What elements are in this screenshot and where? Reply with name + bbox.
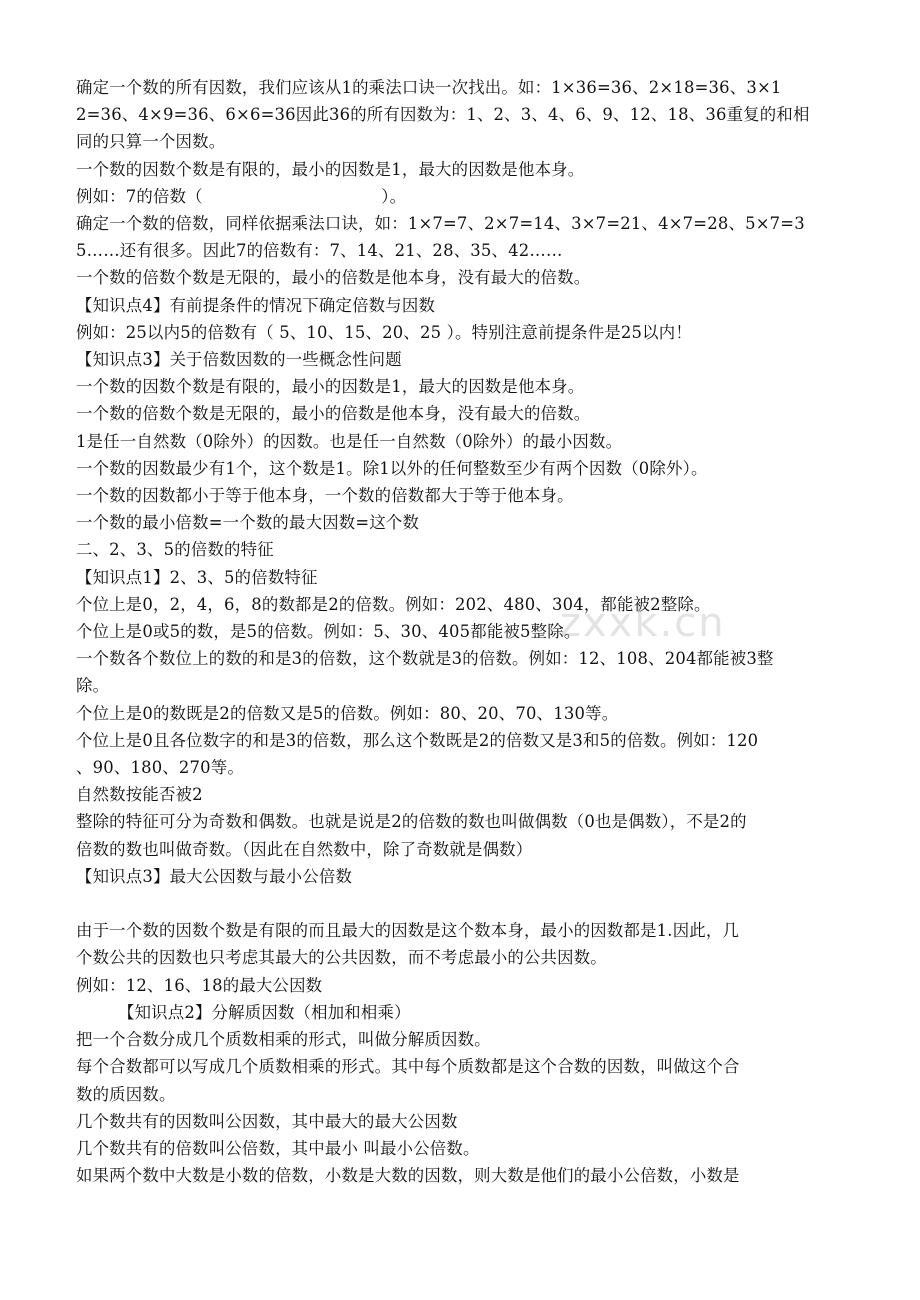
text-line: 倍数的数也叫做奇数。（因此在自然数中，除了奇数就是偶数） [76,839,533,859]
section-heading: 【知识点4】有前提条件的情况下确定倍数与因数 [76,295,436,315]
text-line: 、90、180、270等。 [76,758,244,778]
chapter-heading: 二、2、3、5的倍数的特征 [76,540,274,560]
text-line: 1是任一自然数（0除外）的因数。也是任一自然数（0除外）的最小因数。 [76,431,623,451]
text-line: 把一个合数分成几个质数相乘的形式，叫做分解质因数。 [76,1030,491,1050]
text-line: 除。 [76,676,110,696]
text-line: 由于一个数的因数个数是有限的而且最大的因数是这个数本身，最小的因数都是1.因此，几 [76,921,740,941]
text-line: 一个数的因数最少有1个，这个数是1。除1以外的任何整数至少有两个因数（0除外）。 [76,458,708,478]
text-line: 每个合数都可以写成几个质数相乘的形式。其中每个质数都是这个合数的因数，叫做这个合 [76,1057,740,1077]
blank-line [76,890,846,917]
text-line: 一个数的最小倍数=一个数的最大因数=这个数 [76,513,420,533]
text-line: 例如：25以内5的倍数有（ 5、10、15、20、25 ）。特别注意前提条件是25以内！ [76,322,692,342]
text-line: 确定一个数的所有因数，我们应该从1的乘法口诀一次找出。如：1×36=36、2×18=36、3×1 [76,78,782,97]
text-line: 一个数的倍数个数是无限的，最小的倍数是他本身，没有最大的倍数。 [76,404,591,424]
section-heading: 【知识点2】分解质因数（相加和相乘） [118,1002,411,1022]
text-line: 例如：7的倍数（ ）。 [76,186,407,206]
text-line: 5……还有很多。因此7的倍数有：7、14、21、28、35、42…… [76,241,563,261]
text-line: 几个数共有的倍数叫公倍数，其中最小 叫最小公倍数。 [76,1138,480,1158]
text-line: 如果两个数中大数是小数的倍数，小数是大数的因数，则大数是他们的最小公倍数，小数是 [76,1166,740,1186]
text-line: 个位上是0，2，4，6，8的数都是2的倍数。例如：202、480、304，都能被2整除。 [76,594,711,614]
text-line: 几个数共有的因数叫公因数，其中最大的最大公因数 [76,1111,458,1131]
text-line: 数的质因数。 [76,1084,176,1104]
text-line: 一个数的因数个数是有限的，最小的因数是1，最大的因数是他本身。 [76,377,585,397]
text-line: 同的只算一个因数。 [76,132,226,152]
watermark: zxxk.cn [560,600,726,646]
text-line: 2=36、4×9=36、6×6=36因此36的所有因数为：1、2、3、4、6、9、12、18、36重复的和相 [76,105,810,125]
text-line: 一个数的因数个数是有限的，最小的因数是1，最大的因数是他本身。 [76,159,585,179]
text-line: 一个数各个数位上的数的和是3的倍数，这个数就是3的倍数。例如：12、108、204都能被3整 [76,649,774,669]
text-line: 自然数按能否被2 [76,785,203,805]
text-line: 个数公共的因数也只考虑其最大的公共因数，而不考虑最小的公共因数。 [76,948,607,968]
text-line: 整除的特征可分为奇数和偶数。也就是说是2的倍数的数也叫做偶数（0也是偶数），不是2的 [76,812,747,832]
text-line: 个位上是0的数既是2的倍数又是5的倍数。例如：80、20、70、130等。 [76,703,619,723]
section-heading: 【知识点3】关于倍数因数的一些概念性问题 [76,350,402,370]
section-heading: 【知识点1】2、3、5的倍数特征 [76,567,318,587]
text-line: 个位上是0且各位数字的和是3的倍数，那么这个数既是2的倍数又是3和5的倍数。例如：120 [76,730,759,750]
text-line: 确定一个数的倍数，同样依据乘法口诀，如：1×7=7、2×7=14、3×7=21、4×7=28、5×7=3 [76,214,805,234]
text-line: 例如：12、16、18的最大公因数 [76,975,323,995]
section-heading: 【知识点3】最大公因数与最小公倍数 [76,866,353,886]
document-body [76,74,846,1189]
text-line: 个位上是0或5的数，是5的倍数。例如：5、30、405都能被5整除。 [76,622,581,642]
text-line: 一个数的因数都小于等于他本身，一个数的倍数都大于等于他本身。 [76,486,574,506]
text-line: 一个数的倍数个数是无限的，最小的倍数是他本身，没有最大的倍数。 [76,268,591,288]
